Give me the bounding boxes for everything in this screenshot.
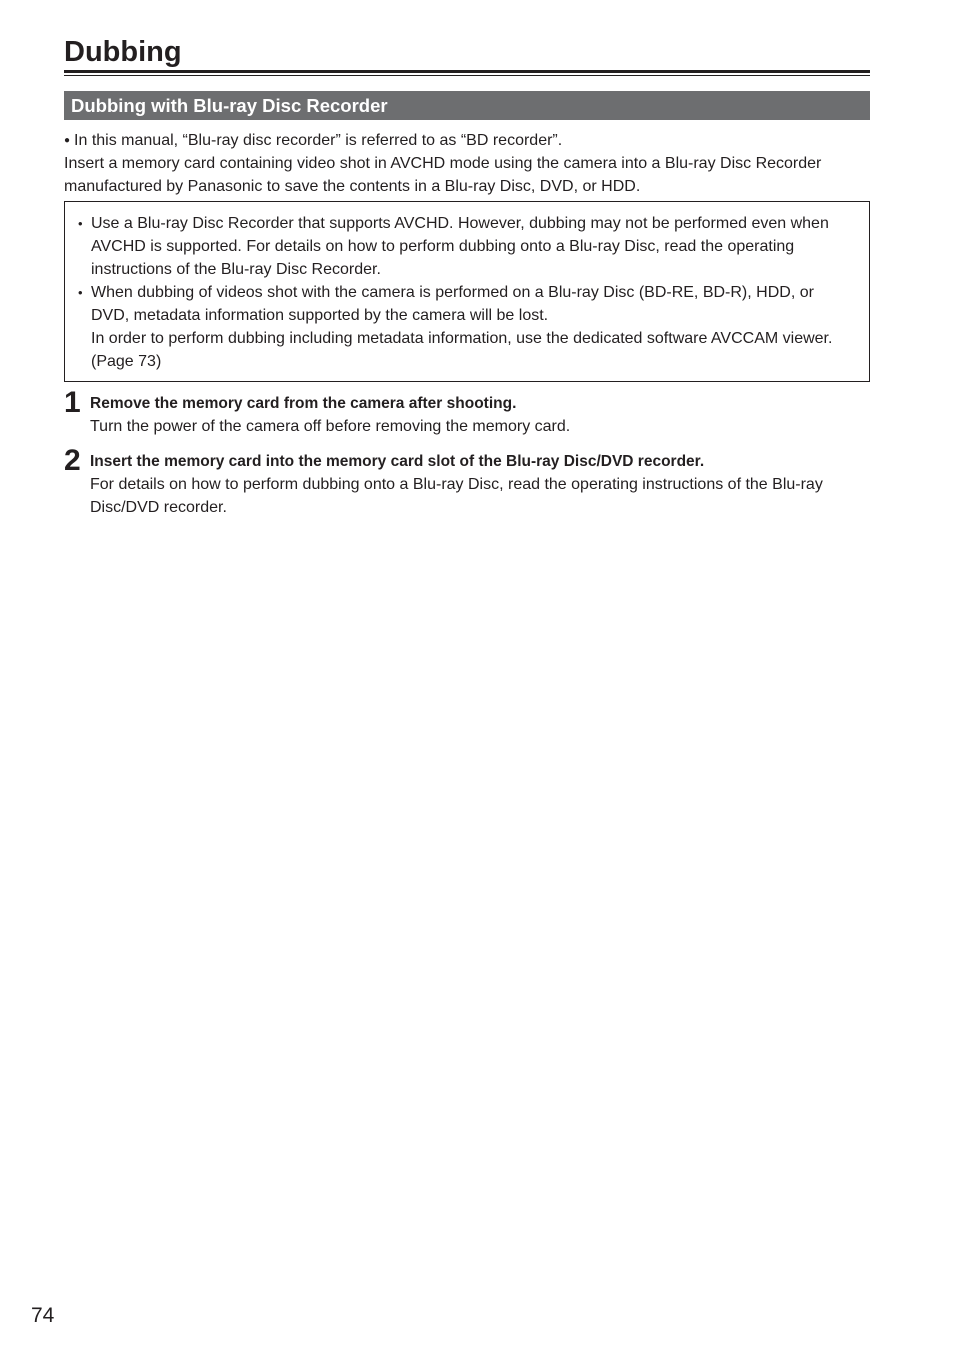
note-item xyxy=(78,212,855,281)
note-box xyxy=(64,201,870,382)
step-body xyxy=(90,392,860,438)
page-number: 74 xyxy=(31,1304,55,1327)
step-text: For details on how to perform dubbing onto a Blu-ray Disc, read the operating instructions of the Blu-ray Disc/DVD recorder. xyxy=(90,476,823,516)
page-title: Dubbing xyxy=(64,36,182,68)
note-text: When dubbing of videos shot with the camera is performed on a Blu-ray Disc (BD-RE, BD-R), HDD, or DVD, metadata information supported by the camera will be lost. xyxy=(91,284,814,324)
title-divider-thin xyxy=(64,75,870,76)
note-text: Use a Blu-ray Disc Recorder that supports AVCHD. However, dubbing may not be performed even when AVCHD is supported. For details on how to perform dubbing onto a Blu-ray Disc, read the operating instructions of the Blu-ray Disc Recorder. xyxy=(91,215,829,278)
step-heading: Insert the memory card into the memory card slot of the Blu-ray Disc/DVD recorder. xyxy=(90,453,705,470)
intro-paragraph: Insert a memory card containing video shot in AVCHD mode using the camera into a Blu-ray Disc Recorder manufactured by Panasonic to save the contents in a Blu-ray Disc, DVD, or HDD. xyxy=(64,155,822,195)
note-continuation: In order to perform dubbing including metadata information, use the dedicated software AVCCAM viewer. (Page 73) xyxy=(91,330,833,370)
title-divider xyxy=(64,70,870,73)
note-item xyxy=(78,281,855,373)
bullet-icon: • xyxy=(78,285,83,300)
bullet-icon: • xyxy=(78,216,83,231)
step-text: Turn the power of the camera off before removing the memory card. xyxy=(90,418,571,435)
intro-bullet-text: In this manual, “Blu-ray disc recorder” is referred to as “BD recorder”. xyxy=(74,132,563,149)
step-number: 2 xyxy=(64,444,81,477)
step-body xyxy=(90,450,860,519)
bullet-icon: ● xyxy=(64,135,71,146)
intro-block xyxy=(64,129,874,198)
section-heading: Dubbing with Blu-ray Disc Recorder xyxy=(64,91,870,120)
step-number: 1 xyxy=(64,386,81,419)
step-heading: Remove the memory card from the camera after shooting. xyxy=(90,395,517,412)
intro-bullet xyxy=(64,129,874,152)
